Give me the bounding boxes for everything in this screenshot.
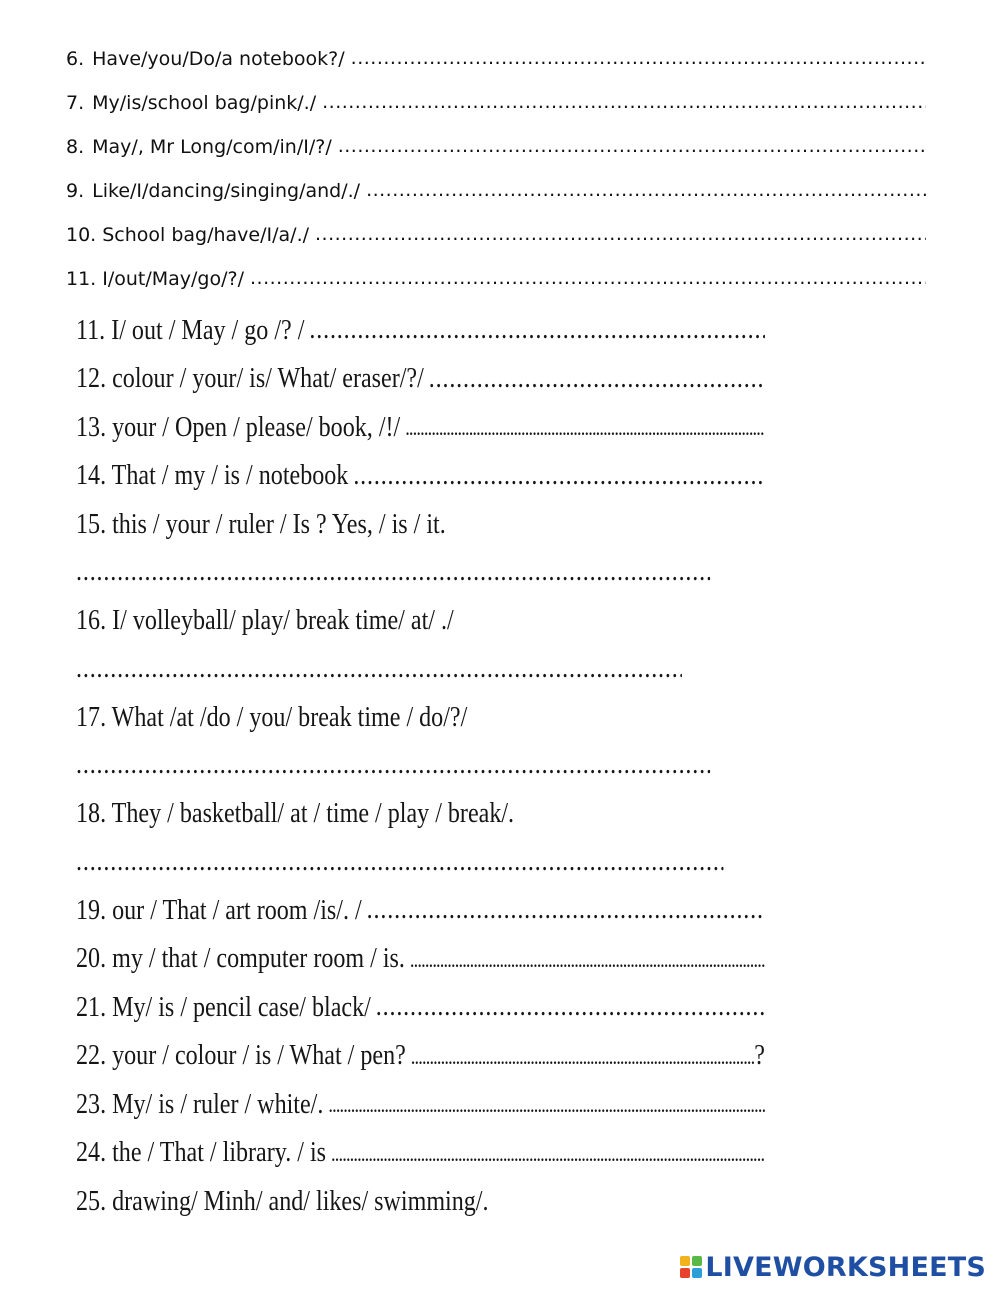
scanned-item <box>76 878 765 927</box>
typed-item <box>66 26 926 70</box>
answer-blank[interactable] <box>328 1087 765 1120</box>
item-prompt: 18. They / basketball/ at / time / play / break/. <box>76 797 515 829</box>
answer-blank[interactable] <box>315 223 926 246</box>
logo-mark-icon <box>680 1256 702 1278</box>
scanned-exercise-list <box>76 298 765 1218</box>
scanned-item <box>76 298 765 347</box>
scanned-item <box>76 782 765 831</box>
answer-blank[interactable] <box>366 179 926 202</box>
scanned-item <box>76 685 765 734</box>
answer-line[interactable] <box>76 734 765 782</box>
scanned-item <box>76 444 765 493</box>
scanned-item <box>76 1121 765 1170</box>
answer-blank[interactable] <box>351 47 926 70</box>
answer-blank[interactable] <box>309 313 765 346</box>
scanned-item <box>76 975 765 1024</box>
answer-blank[interactable] <box>331 1136 765 1169</box>
answer-blank[interactable] <box>353 459 765 492</box>
typed-item <box>66 202 926 246</box>
item-prompt: 25. drawing/ Minh/ and/ likes/ swimming/. <box>76 1184 489 1217</box>
logo-square <box>692 1268 702 1278</box>
scanned-item <box>76 1169 765 1218</box>
item-prompt: May/, Mr Long/com/in/I/?/ <box>92 136 332 158</box>
item-prompt: School bag/have/I/a/./ <box>102 224 310 246</box>
item-prompt: 21. My/ is / pencil case/ black/ <box>76 990 371 1023</box>
answer-line[interactable] <box>76 637 765 685</box>
answer-blank[interactable] <box>405 410 765 443</box>
answer-blank[interactable] <box>410 942 765 975</box>
typed-item <box>66 114 926 158</box>
answer-blank[interactable] <box>429 362 765 395</box>
logo-text: LIVEWORKSHEETS <box>705 1251 986 1283</box>
item-prompt: 13. your / Open / please/ book, /!/ <box>76 410 401 443</box>
item-prompt: I/out/May/go/?/ <box>102 268 244 290</box>
scanned-item <box>76 589 765 638</box>
scanned-item <box>76 347 765 396</box>
answer-blank[interactable] <box>76 845 724 878</box>
item-prompt: 17. What /at /do / you/ break time / do/?/ <box>76 700 468 733</box>
item-number: 6. <box>66 48 85 70</box>
scanned-item <box>76 1024 765 1073</box>
item-number: 8. <box>66 136 85 158</box>
answer-blank[interactable] <box>376 990 765 1023</box>
question-mark: ? <box>754 1039 765 1071</box>
answer-blank[interactable] <box>76 748 710 781</box>
scanned-item <box>76 395 765 444</box>
item-prompt: 15. this / your / ruler / Is ? Yes, / is / it. <box>76 507 446 540</box>
typed-item <box>66 158 926 202</box>
answer-blank[interactable] <box>76 652 682 685</box>
item-prompt: 12. colour / your/ is/ What/ eraser/?/ <box>76 362 424 394</box>
answer-blank[interactable] <box>338 135 926 158</box>
logo-square <box>680 1268 690 1278</box>
item-prompt: 16. I/ volleyball/ play/ break time/ at/ ./ <box>76 604 454 636</box>
liveworksheets-logo <box>680 1252 986 1282</box>
item-prompt: 20. my / that / computer room / is. <box>76 942 405 974</box>
item-prompt: 24. the / That / library. / is <box>76 1136 327 1168</box>
item-number: 11. <box>66 268 97 290</box>
item-prompt: Like/I/dancing/singing/and/./ <box>92 180 361 202</box>
item-prompt: 14. That / my / is / notebook <box>76 459 349 491</box>
answer-blank[interactable] <box>411 1039 754 1072</box>
typed-exercise-list <box>66 26 926 290</box>
answer-line[interactable] <box>76 541 765 589</box>
scanned-item <box>76 1072 765 1121</box>
item-prompt: 22. your / colour / is / What / pen? <box>76 1039 406 1071</box>
answer-blank[interactable] <box>322 91 926 114</box>
typed-item <box>66 246 926 290</box>
scanned-item <box>76 492 765 541</box>
logo-square <box>680 1256 690 1266</box>
answer-blank[interactable] <box>76 555 710 588</box>
typed-item <box>66 70 926 114</box>
item-number: 9. <box>66 180 85 202</box>
item-prompt: 23. My/ is / ruler / white/. <box>76 1087 324 1120</box>
item-prompt: 19. our / That / art room /is/. / <box>76 893 362 926</box>
scanned-item <box>76 927 765 976</box>
item-prompt: 11. I/ out / May / go /? / <box>76 313 305 346</box>
item-number: 7. <box>66 92 85 114</box>
item-prompt: My/is/school bag/pink/./ <box>92 92 317 114</box>
answer-blank[interactable] <box>250 267 926 290</box>
logo-square <box>692 1256 702 1266</box>
item-prompt: Have/you/Do/a notebook?/ <box>92 48 345 70</box>
answer-line[interactable] <box>76 830 765 878</box>
item-number: 10. <box>66 224 97 246</box>
answer-blank[interactable] <box>367 893 765 926</box>
